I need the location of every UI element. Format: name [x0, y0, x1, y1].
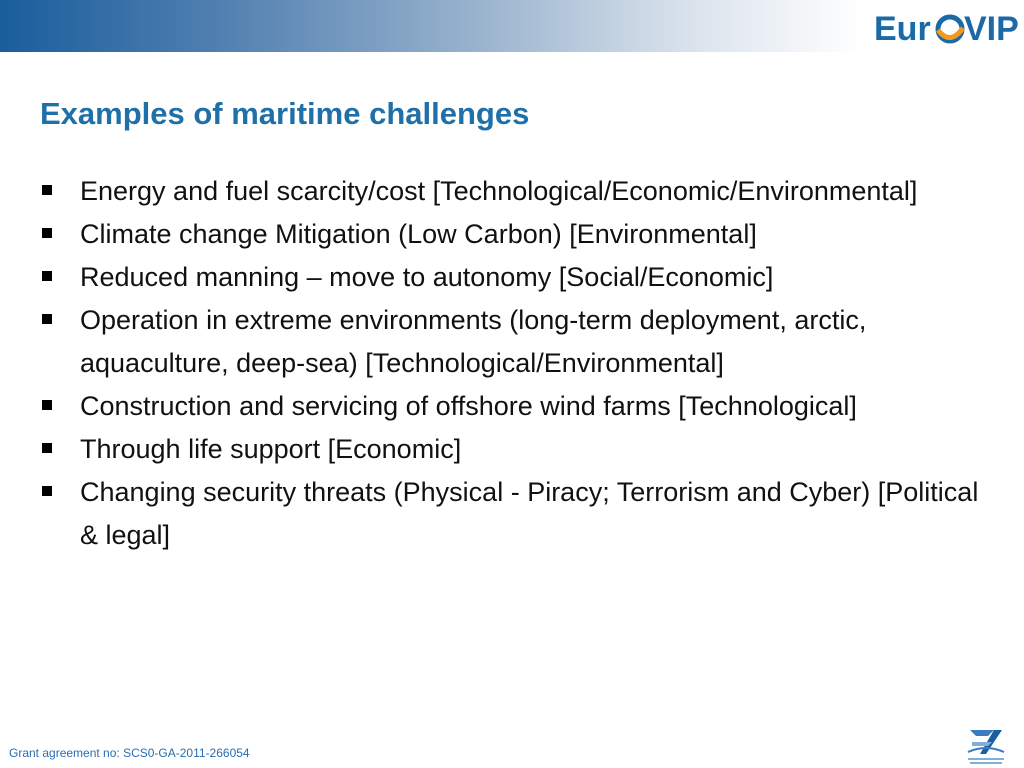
bullet-item — [40, 213, 1000, 256]
bullet-text: Changing security threats (Physical - Piracy; Terrorism and Cyber) [Political & legal] — [80, 477, 979, 550]
slide-title: Examples of maritime challenges — [40, 96, 530, 131]
square-bullet-icon — [42, 314, 52, 324]
bullet-item — [40, 385, 1000, 428]
bullet-text: Climate change Mitigation (Low Carbon) [Environmental] — [80, 219, 757, 249]
bullet-text: Through life support [Economic] — [80, 434, 462, 464]
square-bullet-icon — [42, 271, 52, 281]
bullet-item — [40, 471, 1000, 557]
bullet-text: Operation in extreme environments (long-term deployment, arctic, aquaculture, deep-sea) [Technological/Environmental] — [80, 305, 867, 378]
square-bullet-icon — [42, 185, 52, 195]
bullet-text: Construction and servicing of offshore wind farms [Technological] — [80, 391, 857, 421]
square-bullet-icon — [42, 486, 52, 496]
bullet-list — [40, 170, 1000, 557]
bullet-text: Reduced manning – move to autonomy [Social/Economic] — [80, 262, 774, 292]
svg-text:Eur: Eur — [874, 10, 931, 48]
bullet-item — [40, 170, 1000, 213]
square-bullet-icon — [42, 228, 52, 238]
bullet-item — [40, 256, 1000, 299]
grant-agreement-text: Grant agreement no: SCS0-GA-2011-266054 — [9, 746, 250, 760]
square-bullet-icon — [42, 400, 52, 410]
bullet-text: Energy and fuel scarcity/cost [Technological/Economic/Environmental] — [80, 176, 918, 206]
header-gradient-bar — [0, 0, 860, 52]
eurovip-logo — [872, 6, 1022, 52]
svg-text:VIP: VIP — [964, 10, 1019, 48]
bullet-item — [40, 299, 1000, 385]
bullet-item — [40, 428, 1000, 471]
square-bullet-icon — [42, 443, 52, 453]
fp7-logo — [964, 722, 1008, 766]
